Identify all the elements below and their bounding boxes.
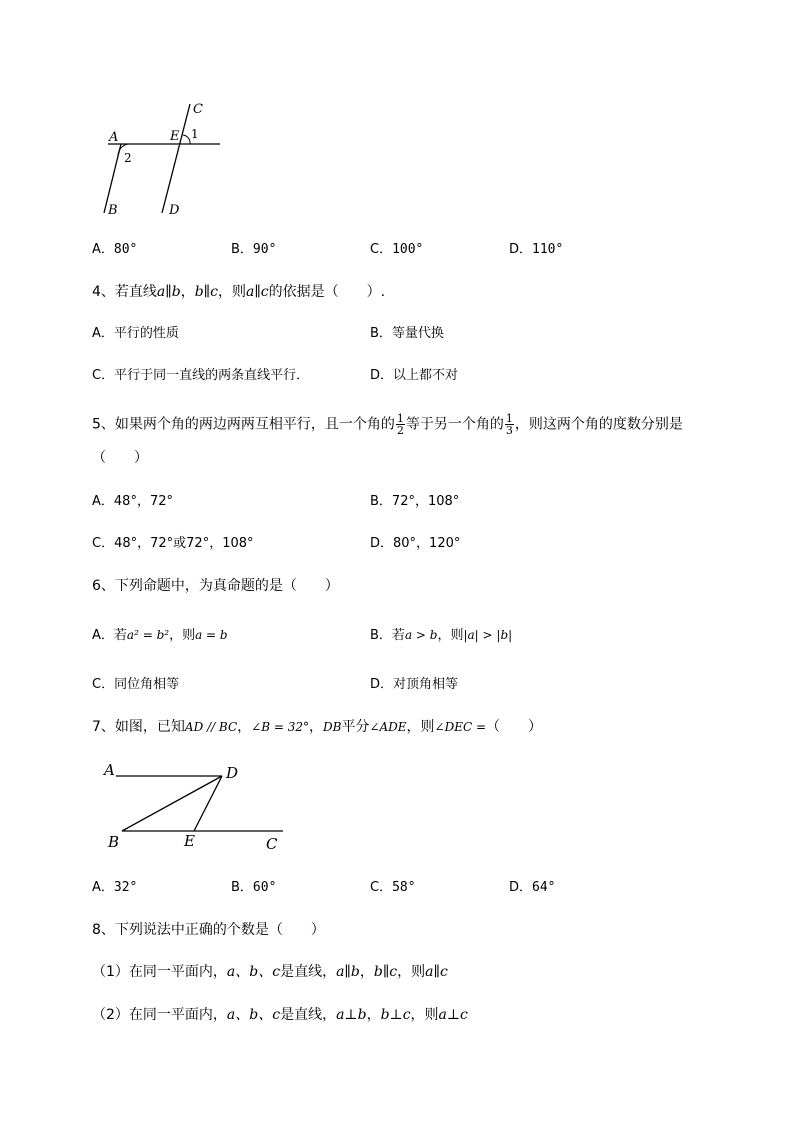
q6-option-b[interactable]: B．若a > b，则|a| > |b| <box>370 628 513 643</box>
q4-option-a[interactable]: A．平行的性质 <box>92 326 179 341</box>
q7-option-b[interactable]: B．60° <box>231 880 277 895</box>
label-e: E <box>170 129 180 144</box>
q4-option-c[interactable]: C．平行于同一直线的两条直线平行． <box>92 368 310 383</box>
angle-1-label: 1 <box>191 127 199 141</box>
q4-option-b[interactable]: B．等量代换 <box>370 326 444 341</box>
q8-statement-1: （1）在同一平面内，a、b、c是直线，a∥b，b∥c，则a∥c <box>92 964 448 980</box>
label-b: B <box>108 203 118 218</box>
q6-option-d[interactable]: D．对顶角相等 <box>370 677 459 692</box>
q4-option-d[interactable]: D．以上都不对 <box>370 368 459 383</box>
q8-statement-2: （2）在同一平面内，a、b、c是直线，a⊥b，b⊥c，则a⊥c <box>92 1007 468 1023</box>
fig2-label-c: C <box>266 835 278 853</box>
q3-option-a[interactable]: A．80° <box>92 242 138 257</box>
label-d: D <box>169 203 180 218</box>
q3-option-b[interactable]: B．90° <box>231 242 277 257</box>
q5-option-a[interactable]: A．48°，72° <box>92 494 173 509</box>
fraction-one-third: $\frac{1}{3}$ <box>505 412 513 437</box>
q6-option-a[interactable]: A．若a² = b²，则a = b <box>92 628 228 643</box>
q6-option-c[interactable]: C．同位角相等 <box>92 677 180 692</box>
q7-stem: 7、如图，已知AD // BC，∠B = 32°，DB平分∠ADE，则∠DEC =（ ） <box>92 719 543 735</box>
q5-stem: 5、如果两个角的两边两两互相平行，且一个角的 $\frac{1}{2}$ 等于另一个角的 $\frac{1}{3}$ ，则这两个角的度数分别是 <box>92 412 683 437</box>
fraction-one-half: $\frac{1}{2}$ <box>396 412 404 437</box>
q7-option-a[interactable]: A．32° <box>92 880 138 895</box>
angle-2-label: 2 <box>124 151 132 165</box>
parallel-lines-figure-2 <box>100 756 290 856</box>
q8-stem: 8、下列说法中正确的个数是（ ） <box>92 922 325 938</box>
label-c: C <box>193 102 203 117</box>
fig2-label-d: D <box>226 764 239 782</box>
q5-option-c[interactable]: C．48°，72°或72°，108° <box>92 536 254 551</box>
q3-option-c[interactable]: C．100° <box>370 242 424 257</box>
fig2-label-e: E <box>184 832 195 850</box>
fig2-label-b: B <box>108 833 120 851</box>
label-a: A <box>109 130 119 145</box>
q7-option-d[interactable]: D．64° <box>509 880 556 895</box>
q5-stem-line2: （ ） <box>92 450 148 466</box>
fig2-label-a: A <box>104 761 115 779</box>
q5-option-d[interactable]: D．80°，120° <box>370 536 461 551</box>
q4-stem: 4、若直线a∥b，b∥c，则a∥c的依据是（ ）. <box>92 284 386 300</box>
q3-option-d[interactable]: D．110° <box>509 242 564 257</box>
q7-option-c[interactable]: C．58° <box>370 880 416 895</box>
q5-option-b[interactable]: B．72°，108° <box>370 494 460 509</box>
q6-stem: 6、下列命题中，为真命题的是（ ） <box>92 578 339 594</box>
parallel-lines-figure-1 <box>95 96 235 221</box>
